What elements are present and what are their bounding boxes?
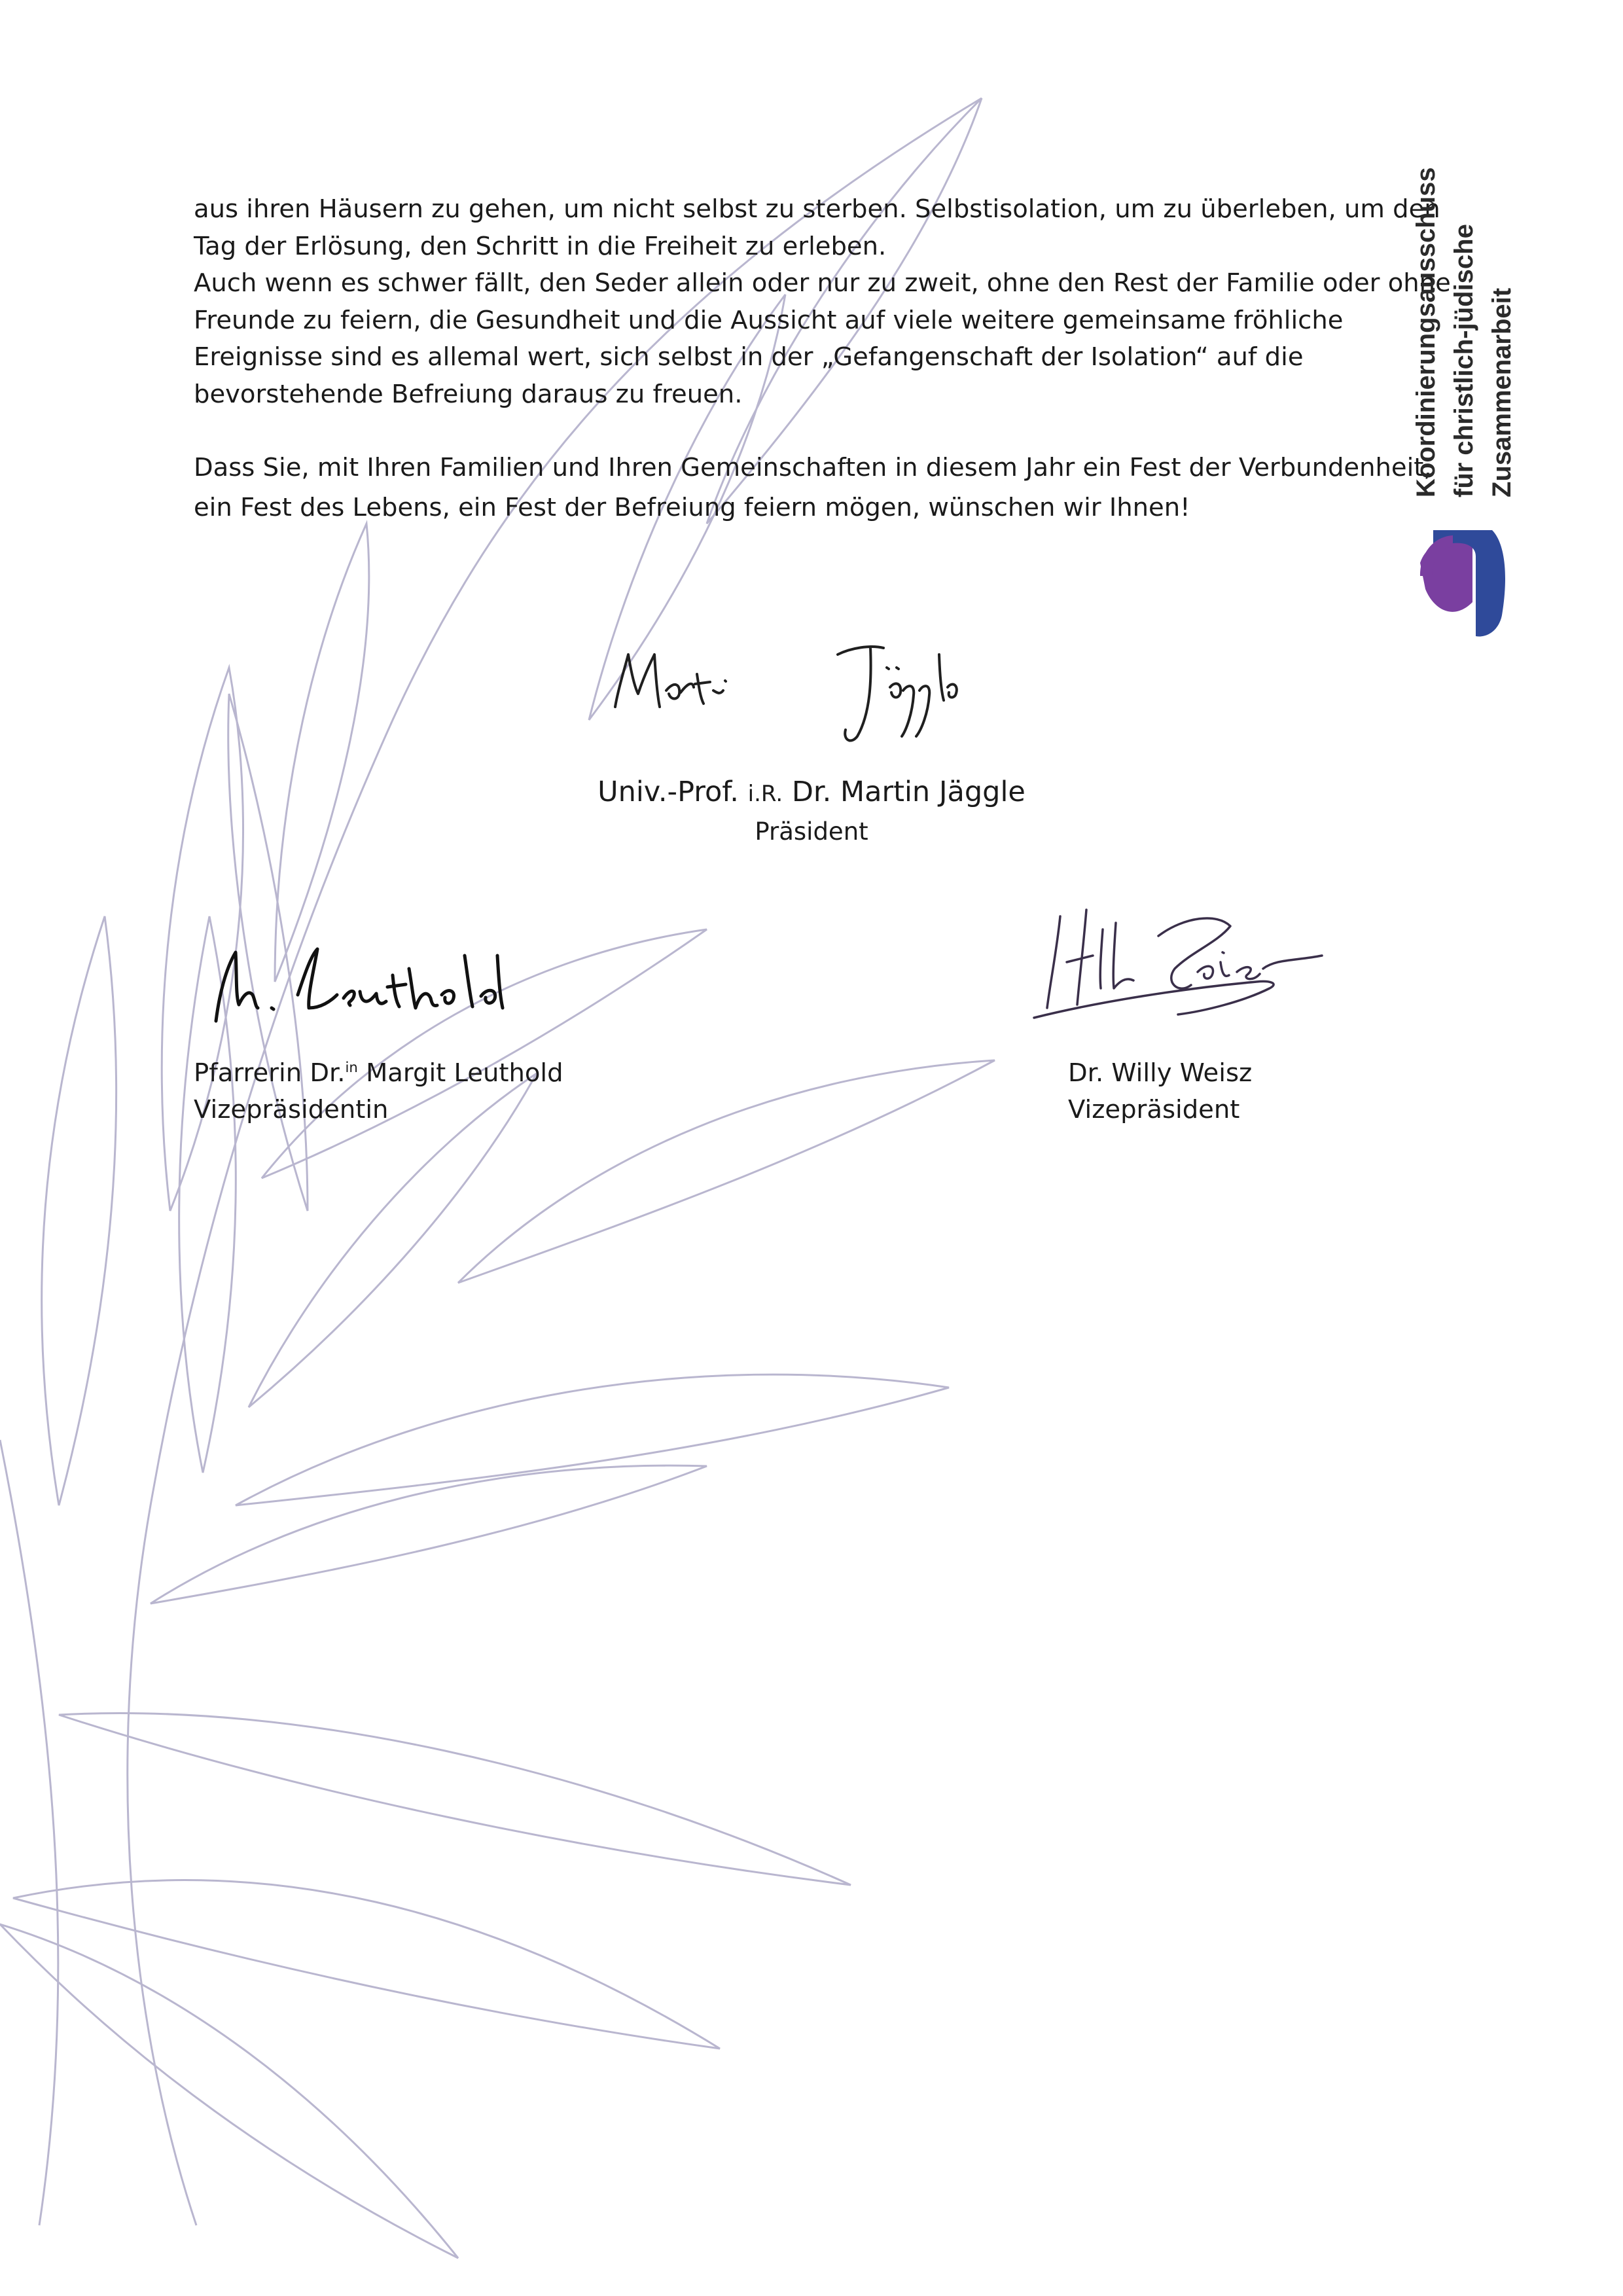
vice-president-left-name xyxy=(194,1055,563,1092)
logo-line-1: Koordinierungsausschuss xyxy=(1412,167,1440,497)
logo-line-2: für christlich-jüdische xyxy=(1450,224,1478,497)
president-name xyxy=(576,772,1047,814)
signatory-vice-president-left xyxy=(194,1055,563,1128)
paragraph-gap xyxy=(194,413,1411,450)
president-role: Präsident xyxy=(755,817,868,846)
signatory-president xyxy=(576,772,1047,850)
text-line: Freunde zu feiern, die Gesundheit und die Aussicht auf viele weitere gemeinsame fröhliche xyxy=(194,305,1344,335)
organization-logo-mark xyxy=(1414,517,1512,641)
signature-vice-president-left xyxy=(190,916,543,1047)
president-title: Univ.-Prof. xyxy=(597,776,739,808)
branch-stem-lower xyxy=(0,1440,58,2225)
text-line: Dass Sie, mit Ihren Familien und Ihren Gemeinschaften in diesem Jahr ein Fest der Verbundenheit, xyxy=(194,453,1432,482)
signatory-vice-president-right xyxy=(1068,1055,1252,1128)
vice-left-title-suffix: in xyxy=(345,1059,358,1076)
text-line: aus ihren Häusern zu gehen, um nicht selbst zu sterben. Selbstisolation, um zu überleben, um den xyxy=(194,194,1440,224)
text-line: Ereignisse sind es allemal wert, sich selbst in der „Gefangenschaft der Isolation“ auf die xyxy=(194,342,1304,372)
vice-president-right-role: Vizepräsident xyxy=(1068,1095,1240,1124)
text-line: bevorstehende Befreiung daraus zu freuen. xyxy=(194,379,743,409)
president-title-abbrev: i.R. xyxy=(747,781,783,807)
vice-president-right-name: Dr. Willy Weisz xyxy=(1068,1058,1253,1088)
vice-president-left-role: Vizepräsidentin xyxy=(194,1095,389,1124)
text-line: Tag der Erlösung, den Schritt in die Freiheit zu erleben. xyxy=(194,231,887,261)
vice-left-name-text: Margit Leuthold xyxy=(366,1058,563,1088)
organization-logo-text xyxy=(1355,164,1551,517)
leaf xyxy=(42,916,116,1505)
vice-left-title: Pfarrerin Dr. xyxy=(194,1058,346,1088)
logo-line-3: Zusammenarbeit xyxy=(1488,287,1516,497)
leaf xyxy=(0,1924,458,2258)
signature-vice-president-right xyxy=(1021,890,1342,1034)
leaf xyxy=(13,1880,720,2049)
leaf xyxy=(59,1713,851,1885)
signature-president xyxy=(589,615,1008,766)
leaf xyxy=(236,1374,949,1505)
president-name-text: Dr. Martin Jäggle xyxy=(791,776,1026,808)
leaf xyxy=(151,1465,707,1604)
text-line: Auch wenn es schwer fällt, den Seder allein oder nur zu zweit, ohne den Rest der Familie oder ohne xyxy=(194,268,1451,298)
text-line: ein Fest des Lebens, ein Fest der Befreiung feiern mögen, wünschen wir Ihnen! xyxy=(194,492,1190,522)
leaf xyxy=(275,524,369,982)
